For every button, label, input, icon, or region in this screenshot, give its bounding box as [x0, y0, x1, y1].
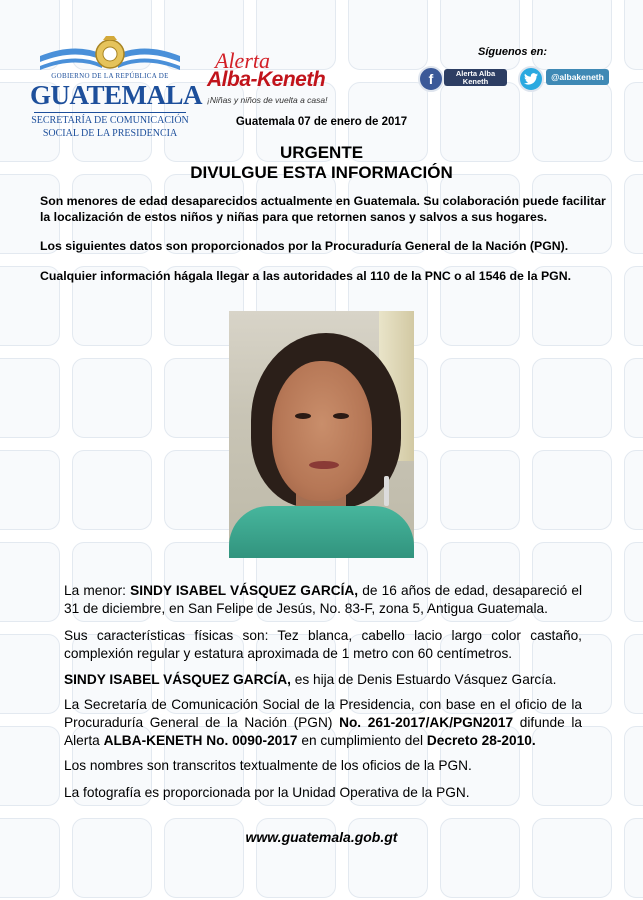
alerta-number: ALBA-KENETH No. 0090-2017 [103, 733, 298, 748]
gov-logo-subtitle-2: SOCIAL DE LA PRESIDENCIA [42, 128, 178, 139]
notice-date: Guatemala 07 de enero de 2017 [235, 116, 408, 128]
gov-logo-divider [34, 112, 186, 113]
detail-p1-rest: de 16 años de edad, desapareció el 31 de diciembre, en San Felipe de Jesús, No. 83-F, zona 5, Antigua Guatemala. [64, 583, 582, 616]
social-title: Síguenos en: [478, 46, 548, 58]
alerta-logo-line2: Alba-Keneth [207, 68, 326, 91]
gov-logo-small-text: GOBIERNO DE LA REPÚBLICA DE [51, 72, 169, 80]
notice-title-urgent: URGENTE [279, 143, 364, 162]
detail-paragraph-3 [64, 671, 582, 689]
intro-paragraph-1: Son menores de edad desaparecidos actualmente en Guatemala. Su colaboración puede facilitar la localización de estos niños y niñas para que retornen sanos y salvos a sus hogares. [40, 194, 606, 224]
footer-website-link[interactable]: www.guatemala.gob.gt [245, 829, 398, 845]
intro-paragraph-2: Los siguientes datos son proporcionados por la Procuraduría General de la Nación (PGN). [40, 239, 569, 253]
gov-logo-subtitle-1: SECRETARÍA DE COMUNICACIÓN [31, 115, 189, 126]
missing-person-name: SINDY ISABEL VÁSQUEZ GARCÍA, [130, 583, 359, 598]
gov-logo-title: GUATEMALA [30, 80, 203, 110]
oficio-number: No. 261-2017/AK/PGN2017 [339, 715, 514, 730]
alerta-logo-line1: Alerta [215, 48, 270, 73]
alerta-logo-tagline: ¡Niñas y niños de vuelta a casa! [207, 95, 328, 105]
detail-p3-rest: es hija de Denis Estuardo Vásquez García. [290, 672, 557, 687]
facebook-link[interactable]: Alerta Alba Keneth [444, 69, 507, 86]
government-logo [30, 20, 203, 139]
facebook-icon[interactable]: f [418, 66, 444, 92]
twitter-link[interactable]: @albakeneth [546, 69, 609, 85]
detail-paragraph-4 [64, 696, 582, 750]
missing-person-name-repeat: SINDY ISABEL VÁSQUEZ GARCÍA, [64, 672, 291, 687]
notice-title-divulgue: DIVULGUE ESTA INFORMACIÓN [190, 163, 453, 182]
twitter-icon[interactable] [518, 66, 544, 92]
missing-person-photo [229, 311, 414, 558]
coat-of-arms-icon [40, 34, 180, 74]
detail-paragraph-2: Sus características físicas son: Tez blanca, cabello lacio largo color castaño, complexión regular y estatura aproximada de 1 metro con 60 centímetros. [64, 628, 582, 661]
detail-p1-prefix: La menor: [64, 583, 131, 598]
detail-paragraph-1 [64, 582, 582, 618]
decreto-number: Decreto 28-2010. [426, 733, 536, 748]
detail-p4-b: difunde la Alerta [64, 715, 582, 748]
detail-paragraph-5: Los nombres son transcritos textualmente de los oficios de la PGN. [64, 758, 472, 773]
detail-p4-c: en cumplimiento del [297, 733, 427, 748]
intro-paragraph-3: Cualquier información hágala llegar a las autoridades al 110 de la PNC o al 1546 de la PGN. [40, 269, 572, 283]
detail-p4-a: La Secretaría de Comunicación Social de la Presidencia, con base en el oficio de la Procuraduría General de la Nación (PGN) [64, 697, 582, 730]
detail-paragraph-6: La fotografía es proporcionada por la Unidad Operativa de la PGN. [64, 785, 470, 800]
alerta-alba-keneth-logo [205, 48, 340, 110]
